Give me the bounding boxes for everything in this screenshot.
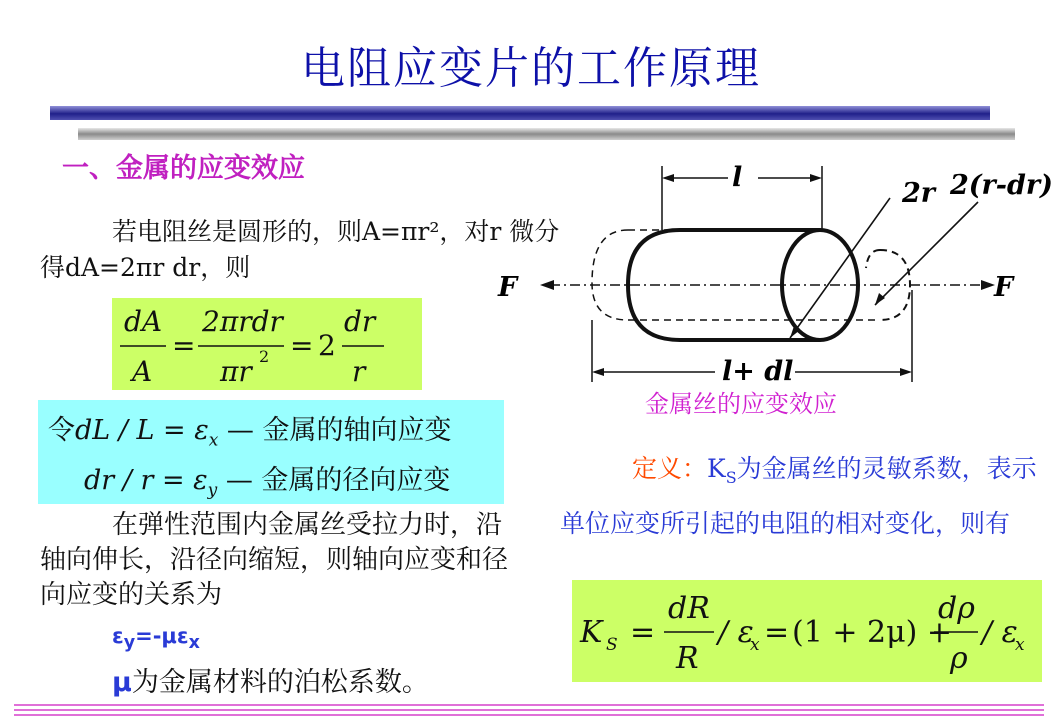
svg-text:ρ: ρ	[950, 641, 968, 676]
elastic-paragraph	[40, 508, 520, 613]
sensitivity-formula	[572, 580, 1042, 682]
f1-mid-den: πr	[220, 355, 252, 388]
svg-text:/ ε: / ε	[982, 615, 1018, 650]
wire-strain-diagram	[480, 150, 1060, 390]
f1-coef: 2	[318, 329, 336, 362]
svg-text:=: =	[290, 329, 314, 362]
label-diameter: 2r	[902, 178, 936, 209]
svg-text:dρ: dρ	[938, 591, 975, 626]
formula-area-box	[112, 298, 422, 390]
title-bar-blue	[50, 106, 990, 120]
svg-text:=: =	[630, 615, 656, 650]
label-force-left: F	[498, 272, 518, 303]
definition-paragraph: 定义：$K_S$为金属丝的灵敏系数，表示单位应变所引起的电阻的相对变化，则有	[560, 454, 1037, 538]
label-reduced-diameter: 2(r-dr)	[950, 170, 1053, 201]
label-elongated-length: l+ dl	[722, 356, 794, 387]
radial-strain-line: dr / $r = \varepsilon_y$ — 金属的径向应变	[84, 465, 451, 501]
svg-text:dR: dR	[668, 591, 710, 626]
f1-exp: 2	[259, 347, 270, 366]
section-heading: 一、金属的应变效应	[62, 153, 305, 184]
svg-text:/ ε: / ε	[718, 615, 754, 650]
svg-text:(1 + 2μ) +: (1 + 2μ) +	[792, 615, 952, 650]
label-length: l	[732, 162, 743, 193]
svg-text:R: R	[676, 641, 699, 676]
sensitivity-formula-box	[572, 580, 1042, 682]
page-title: 电阻应变片的工作原理	[301, 43, 761, 94]
f1-lhs-den: A	[132, 355, 153, 388]
label-force-right: F	[994, 272, 1014, 303]
axial-strain-line: 令dL / $L = \varepsilon_x$ — 金属的轴向应变	[48, 415, 452, 451]
strain-definitions-box	[38, 400, 504, 504]
poisson-description: μ为金属材料的泊松系数。	[112, 667, 429, 698]
svg-text:S: S	[606, 635, 618, 655]
f1-lhs-num: dA	[124, 305, 163, 338]
svg-text:x: x	[750, 635, 760, 655]
diagram-caption: 金属丝的应变效应	[645, 390, 837, 418]
title-bar-gray	[78, 128, 1015, 140]
intro-text: 若电阻丝是圆形的，则A=πr²，对r 微分得dA=2πr dr，则	[40, 217, 560, 282]
elastic-text: 在弹性范围内金属丝受拉力时，沿轴向伸长，沿径向缩短，则轴向应变和径向应变的关系为	[40, 510, 509, 610]
f1-mid-num: 2πrdr	[202, 305, 283, 338]
footer-lines	[0, 704, 1062, 718]
svg-text:=: =	[172, 329, 196, 362]
poisson-relation: $\varepsilon_y=-\mu\varepsilon_x$	[112, 624, 200, 654]
formula-area-ratio	[112, 298, 422, 390]
f1-rhs-num: dr	[344, 305, 376, 338]
svg-text:x: x	[1015, 635, 1025, 655]
f1-rhs-den: r	[352, 355, 366, 388]
svg-text:=: =	[764, 615, 790, 650]
definition-prefix: 定义：	[632, 454, 708, 483]
svg-text:K: K	[580, 615, 603, 650]
